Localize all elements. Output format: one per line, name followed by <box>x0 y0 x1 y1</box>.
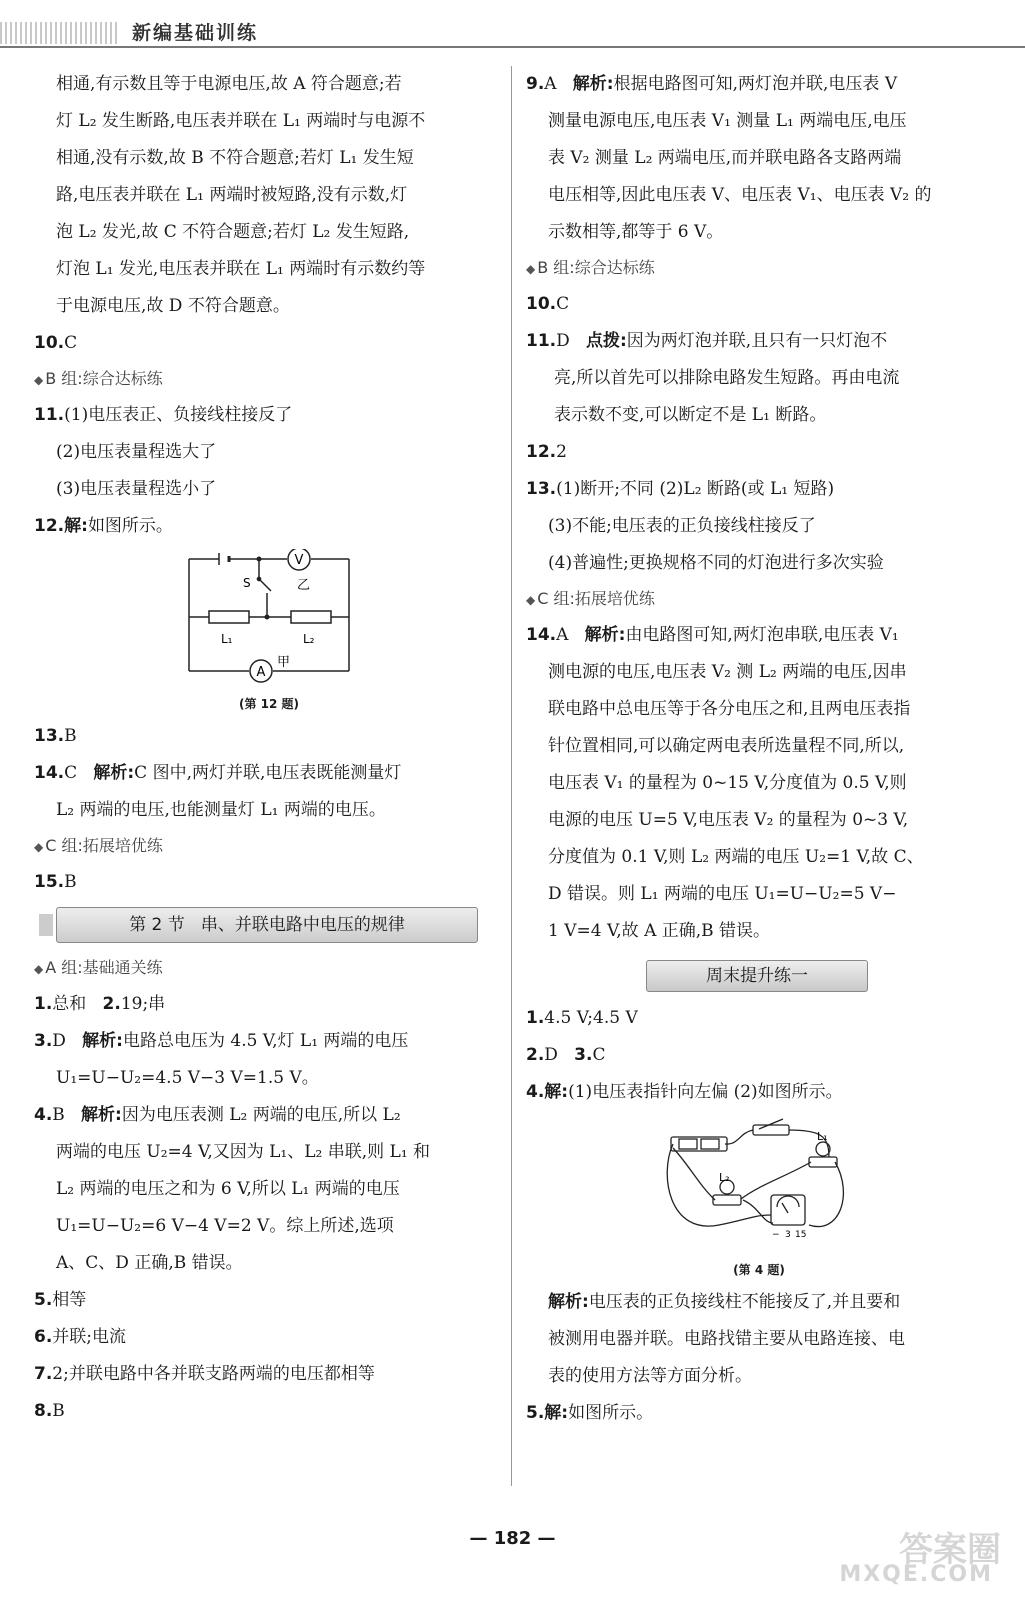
group-heading-b <box>526 251 992 286</box>
right-column <box>526 66 992 1432</box>
solution-label: 解: <box>544 1403 569 1423</box>
answer-11 <box>34 397 504 434</box>
watermark-logo <box>839 1522 1011 1592</box>
text-line: 相通,有示数且等于电源电压,故 A 符合题意;若 <box>56 74 402 94</box>
answer-text: B <box>52 1105 65 1125</box>
meter-label-yi: 乙 <box>297 578 311 593</box>
figure-12 <box>34 549 504 712</box>
answer-text: 联电路中总电压等于各分电压之和,且两电压表指 <box>548 699 911 719</box>
answer-text: L₂ 两端的电压,也能测量灯 L₁ 两端的电压。 <box>56 800 386 820</box>
answer-text: 如图所示。 <box>568 1403 654 1423</box>
analysis-label: 解析: <box>93 763 135 783</box>
answer-text: U₁=U−U₂=6 V−4 V=2 V。综上所述,选项 <box>56 1216 394 1236</box>
hint-label: 点拨: <box>585 331 627 351</box>
group-heading-c <box>526 582 992 617</box>
page-header <box>0 0 1025 52</box>
wiring-diagram-4 <box>659 1115 859 1255</box>
answer-text: A、C、D 正确,B 错误。 <box>56 1253 243 1273</box>
answer-6 <box>34 1319 504 1356</box>
analysis-label: 解析: <box>81 1105 122 1125</box>
answer-text: (3)不能;电压表的正负接线柱接反了 <box>548 516 816 536</box>
page-number: — 182 — <box>469 1528 556 1549</box>
question-number: 4. <box>34 1105 53 1125</box>
weekly-answer-1 <box>526 1000 992 1037</box>
text-line: 于电源电压,故 D 不符合题意。 <box>56 296 290 316</box>
group-heading-a <box>34 951 504 986</box>
group-heading-b <box>34 362 504 397</box>
terminal-15: 15 <box>795 1230 807 1240</box>
weekly-answer-4 <box>526 1074 992 1111</box>
group-label: B 组:综合达标练 <box>45 369 163 388</box>
diamond-icon: ◆ <box>34 962 44 976</box>
answer-text: C <box>592 1045 606 1065</box>
answer-text: 2;并联电路中各并联支路两端的电压都相等 <box>52 1364 375 1384</box>
question-number: 13. <box>34 726 65 746</box>
answer-text: L₂ 两端的电压之和为 6 V,所以 L₁ 两端的电压 <box>56 1179 400 1199</box>
question-number: 14. <box>34 763 65 783</box>
question-number: 1. <box>526 1008 545 1028</box>
answer-text: (1)断开;不同 (2)L₂ 断路(或 L₁ 短路) <box>556 479 835 499</box>
diamond-icon: ◆ <box>526 593 536 607</box>
column-divider <box>511 66 512 1486</box>
answer-text: 19;串 <box>120 994 166 1014</box>
answer-text: 表示数不变,可以断定不是 L₁ 断路。 <box>554 405 827 425</box>
answer-text: 亮,所以首先可以排除电路发生短路。再由电流 <box>554 368 900 388</box>
question-number: 8. <box>34 1401 53 1421</box>
question-number: 3. <box>34 1031 53 1051</box>
question-number: 3. <box>574 1045 593 1065</box>
answer-text: B <box>52 1401 65 1421</box>
answer-text: (3)电压表量程选小了 <box>56 479 217 499</box>
diamond-icon: ◆ <box>34 840 44 854</box>
solution-label: 解: <box>544 1082 569 1102</box>
watermark-text: 答案圈 <box>899 1530 1001 1570</box>
terminal-minus: − <box>772 1230 780 1240</box>
group-label: C 组:拓展培优练 <box>537 589 655 608</box>
answer-text: 由电路图可知,两灯泡串联,电压表 V₁ <box>625 625 899 645</box>
question-number: 6. <box>34 1327 53 1347</box>
answer-text: 测电源的电压,电压表 V₂ 测 L₂ 两端的电压,因串 <box>548 662 907 682</box>
lamp-label-l2: L₂ <box>719 1171 730 1184</box>
question-number: 9. <box>526 74 545 94</box>
banner-stripe <box>39 914 53 936</box>
answer-text: 4.5 V;4.5 V <box>544 1008 638 1028</box>
question-number: 5. <box>34 1290 53 1310</box>
answer-10 <box>526 286 992 323</box>
answer-14 <box>34 755 504 792</box>
question-number: 7. <box>34 1364 53 1384</box>
answer-5 <box>34 1282 504 1319</box>
weekly-answer-2-3 <box>526 1037 992 1074</box>
answer-7 <box>34 1356 504 1393</box>
answer-4 <box>34 1097 504 1134</box>
answer-text: A <box>556 625 569 645</box>
answer-text: C <box>64 763 78 783</box>
answer-text: (4)普遍性;更换规格不同的灯泡进行多次实验 <box>548 553 884 573</box>
answer-text: 1 V=4 V,故 A 正确,B 错误。 <box>548 921 771 941</box>
figure-caption: (第 12 题) <box>238 697 300 711</box>
solution-label: 解: <box>64 516 88 536</box>
continued-analysis <box>34 66 504 325</box>
answer-1-2 <box>34 986 504 1023</box>
question-number: 13. <box>526 479 557 499</box>
question-number: 12. <box>526 442 557 462</box>
answer-3 <box>34 1023 504 1060</box>
question-number: 11. <box>526 331 557 351</box>
answer-text: 电路总电压为 4.5 V,灯 L₁ 两端的电压 <box>122 1031 409 1051</box>
answer-text: 测量电源电压,电压表 V₁ 测量 L₁ 两端电压,电压 <box>548 111 907 131</box>
diamond-icon: ◆ <box>34 373 44 387</box>
diamond-icon: ◆ <box>526 262 536 276</box>
answer-text: 电源的电压 U=5 V,电压表 V₂ 的量程为 0~3 V, <box>548 810 909 830</box>
answer-text: 表的使用方法等方面分析。 <box>548 1366 752 1386</box>
question-number: 11. <box>34 405 65 425</box>
lamp-label-l2: L₂ <box>303 632 315 646</box>
answer-text: 电压相等,因此电压表 V、电压表 V₁、电压表 V₂ 的 <box>548 185 932 205</box>
analysis-label: 解析: <box>572 74 614 94</box>
answer-13 <box>34 718 504 755</box>
lamp-label-l1: L₁ <box>221 632 233 646</box>
weekly-analysis-4 <box>526 1284 992 1321</box>
analysis-label: 解析: <box>82 1031 123 1051</box>
answer-text: (2)电压表量程选大了 <box>56 442 217 462</box>
group-heading-c <box>34 829 504 864</box>
answer-13 <box>526 471 992 508</box>
answer-11 <box>526 323 992 360</box>
group-label: C 组:拓展培优练 <box>45 836 163 855</box>
voltmeter-symbol: V <box>294 553 304 568</box>
answer-text: (1)电压表正、负接线柱接反了 <box>64 405 293 425</box>
question-number: 2. <box>526 1045 545 1065</box>
answer-12 <box>526 434 992 471</box>
answer-text: B <box>64 872 77 892</box>
answer-text: D <box>544 1045 558 1065</box>
weekly-answer-5 <box>526 1395 992 1432</box>
group-label: B 组:综合达标练 <box>537 258 655 277</box>
question-number: 4. <box>526 1082 545 1102</box>
answer-text: 电压表的正负接线柱不能接反了,并且要和 <box>588 1292 901 1312</box>
terminal-3: 3 <box>785 1230 791 1240</box>
answer-text: D <box>556 331 570 351</box>
question-number: 12. <box>34 516 65 536</box>
header-rule <box>0 46 1025 48</box>
answer-9 <box>526 66 992 103</box>
meter-label-jia: 甲 <box>277 655 291 670</box>
question-number: 1. <box>34 994 53 1014</box>
answer-text: 2 <box>556 442 567 462</box>
answer-text: 因为电压表测 L₂ 两端的电压,所以 L₂ <box>121 1105 401 1125</box>
answer-15 <box>34 864 504 901</box>
answer-text: (1)电压表指针向左偏 (2)如图所示。 <box>568 1082 843 1102</box>
answer-text: 相等 <box>52 1290 87 1310</box>
lamp-label-l1: L₁ <box>817 1130 828 1143</box>
analysis-label: 解析: <box>548 1292 589 1312</box>
answer-14 <box>526 617 992 654</box>
text-line: 灯泡 L₁ 发光,电压表并联在 L₁ 两端时有示数约等 <box>56 259 426 279</box>
question-number: 14. <box>526 625 557 645</box>
group-label: A 组:基础通关练 <box>45 958 163 977</box>
left-column <box>34 66 504 1430</box>
answer-text: C <box>556 294 570 314</box>
answer-text: 分度值为 0.1 V,则 L₂ 两端的电压 U₂=1 V,故 C、 <box>548 847 924 867</box>
answer-text: 两端的电压 U₂=4 V,又因为 L₁、L₂ 串联,则 L₁ 和 <box>56 1142 431 1162</box>
text-line: 灯 L₂ 发生断路,电压表并联在 L₁ 两端时与电源不 <box>56 111 426 131</box>
section-title: 串、并联电路中电压的规律 <box>200 915 405 935</box>
question-number: 2. <box>102 994 121 1014</box>
watermark-url: MXQE.COM <box>839 1562 993 1587</box>
text-line: 相通,没有示数,故 B 不符合题意;若灯 L₁ 发生短 <box>56 148 414 168</box>
header-title: 新编基础训练 <box>132 22 259 44</box>
answer-text: 示数相等,都等于 6 V。 <box>548 222 724 242</box>
text-line: 路,电压表并联在 L₁ 两端时被短路,没有示数,灯 <box>56 185 408 205</box>
answer-12 <box>34 508 504 545</box>
answer-text: 如图所示。 <box>87 516 173 536</box>
answer-text: C 图中,两灯并联,电压表既能测量灯 <box>134 763 402 783</box>
question-number: 5. <box>526 1403 545 1423</box>
text-line: 泡 L₂ 发光,故 C 不符合题意;若灯 L₂ 发生短路, <box>56 222 410 242</box>
answer-text: C <box>64 333 78 353</box>
answer-8 <box>34 1393 504 1430</box>
section-banner <box>56 907 478 943</box>
answer-text: D <box>52 1031 66 1051</box>
answer-10 <box>34 325 504 362</box>
answer-text: 因为两灯泡并联,且只有一只灯泡不 <box>626 331 888 351</box>
ammeter-symbol: A <box>256 665 266 680</box>
analysis-label: 解析: <box>584 625 626 645</box>
answer-text: 总和 <box>52 994 87 1014</box>
figure-weekly-4 <box>526 1115 992 1278</box>
answer-text: 电压表 V₁ 的量程为 0~15 V,分度值为 0.5 V,则 <box>548 773 907 793</box>
question-number: 15. <box>34 872 65 892</box>
answer-text: B <box>64 726 77 746</box>
answer-text: 并联;电流 <box>52 1327 127 1347</box>
switch-label: S <box>243 576 251 590</box>
question-number: 10. <box>526 294 557 314</box>
answer-text: 表 V₂ 测量 L₂ 两端电压,而并联电路各支路两端 <box>548 148 902 168</box>
circuit-diagram-12 <box>179 549 359 689</box>
answer-text: 被测用电器并联。电路找错主要从电路连接、电 <box>548 1329 905 1349</box>
question-number: 10. <box>34 333 65 353</box>
answer-text: 根据电路图可知,两灯泡并联,电压表 V <box>613 74 898 94</box>
section-number: 第 2 节 <box>129 915 185 935</box>
answer-text: U₁=U−U₂=4.5 V−3 V=1.5 V。 <box>56 1068 319 1088</box>
figure-caption: (第 4 题) <box>733 1263 785 1277</box>
header-pattern <box>0 22 120 44</box>
answer-text: 针位置相同,可以确定两电表所选量程不同,所以, <box>548 736 905 756</box>
weekly-banner: 周末提升练一 <box>646 960 868 992</box>
answer-text: A <box>544 74 557 94</box>
answer-text: D 错误。则 L₁ 两端的电压 U₁=U−U₂=5 V− <box>548 884 897 904</box>
